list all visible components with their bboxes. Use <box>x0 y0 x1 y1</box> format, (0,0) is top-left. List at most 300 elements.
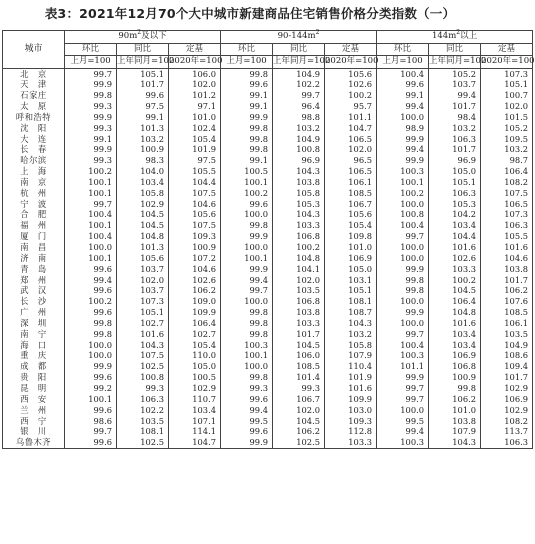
index-value: 107.5 <box>117 350 169 361</box>
index-value: 99.6 <box>221 394 273 405</box>
index-value: 107.5 <box>169 220 221 231</box>
index-value: 104.5 <box>429 285 481 296</box>
index-value: 105.4 <box>169 340 221 351</box>
header-row-ref <box>3 56 533 69</box>
index-value: 112.8 <box>325 426 377 437</box>
table-row <box>3 112 533 123</box>
index-value: 104.4 <box>169 177 221 188</box>
index-value: 99.7 <box>65 426 117 437</box>
index-value: 102.9 <box>169 383 221 394</box>
index-value: 103.7 <box>429 79 481 90</box>
index-value: 98.7 <box>481 155 533 166</box>
index-value: 106.1 <box>481 318 533 329</box>
index-value: 98.6 <box>65 416 117 427</box>
index-value: 96.4 <box>273 101 325 112</box>
table-header <box>3 31 533 69</box>
city-name: 成 都 <box>3 361 65 372</box>
city-name: 昆 明 <box>3 383 65 394</box>
index-value: 107.1 <box>169 416 221 427</box>
price-index-table <box>2 30 533 449</box>
index-value: 103.5 <box>481 329 533 340</box>
table-row <box>3 416 533 427</box>
index-value: 102.5 <box>117 437 169 448</box>
reference-header: 2020年=100 <box>481 56 535 66</box>
index-value: 100.1 <box>377 177 429 188</box>
index-value: 108.7 <box>325 307 377 318</box>
group-header-large: $144m^2$以上 <box>377 31 533 44</box>
index-value: 100.9 <box>117 144 169 155</box>
index-value: 99.8 <box>221 329 273 340</box>
index-value: 105.0 <box>429 166 481 177</box>
index-value: 99.4 <box>429 90 481 101</box>
index-value: 109.9 <box>325 394 377 405</box>
index-value: 104.1 <box>273 264 325 275</box>
index-value: 105.5 <box>169 166 221 177</box>
index-value: 100.1 <box>65 188 117 199</box>
index-value: 105.5 <box>481 231 533 242</box>
index-value: 99.9 <box>377 134 429 145</box>
index-value: 99.4 <box>377 101 429 112</box>
index-value: 100.0 <box>377 112 429 123</box>
index-value: 104.0 <box>117 166 169 177</box>
index-value: 100.0 <box>65 242 117 253</box>
city-name: 银 川 <box>3 426 65 437</box>
index-value: 99.3 <box>117 383 169 394</box>
city-name: 福 州 <box>3 220 65 231</box>
table-row <box>3 144 533 155</box>
index-value: 99.1 <box>221 90 273 101</box>
index-value: 99.8 <box>65 90 117 101</box>
city-name: 北 京 <box>3 68 65 79</box>
index-value: 105.8 <box>273 188 325 199</box>
index-value: 101.7 <box>481 275 533 286</box>
index-value: 98.4 <box>429 112 481 123</box>
reference-header: 上年同月=100 <box>273 56 331 66</box>
index-value: 105.6 <box>325 209 377 220</box>
index-value: 104.4 <box>429 231 481 242</box>
index-value: 100.0 <box>221 296 273 307</box>
index-value: 99.8 <box>221 220 273 231</box>
index-value: 100.1 <box>221 177 273 188</box>
city-name: 大 连 <box>3 134 65 145</box>
index-value: 102.7 <box>169 329 221 340</box>
index-value: 102.2 <box>273 79 325 90</box>
index-value: 100.0 <box>377 199 429 210</box>
index-value: 101.3 <box>117 242 169 253</box>
index-value: 100.1 <box>65 177 117 188</box>
city-name: 沈 阳 <box>3 123 65 134</box>
index-value: 100.0 <box>221 361 273 372</box>
index-value: 101.7 <box>117 79 169 90</box>
index-value: 106.9 <box>481 394 533 405</box>
index-value: 103.8 <box>429 416 481 427</box>
index-value: 99.9 <box>377 264 429 275</box>
index-value: 96.9 <box>429 155 481 166</box>
index-value: 100.1 <box>65 253 117 264</box>
group-header-small: $90m^2$及以下 <box>65 31 221 44</box>
index-value: 99.1 <box>221 101 273 112</box>
index-value: 104.7 <box>169 437 221 448</box>
city-name: 长 沙 <box>3 296 65 307</box>
index-value: 105.6 <box>117 253 169 264</box>
index-value: 98.9 <box>377 123 429 134</box>
reference-header: 上月=100 <box>65 56 117 69</box>
table-row <box>3 166 533 177</box>
index-value: 106.2 <box>481 285 533 296</box>
index-value: 100.2 <box>325 90 377 101</box>
index-value: 101.1 <box>377 361 429 372</box>
index-value: 97.5 <box>117 101 169 112</box>
index-value: 107.9 <box>325 350 377 361</box>
index-value: 105.1 <box>325 285 377 296</box>
index-value: 105.1 <box>481 79 533 90</box>
index-value: 107.3 <box>117 296 169 307</box>
index-value: 99.9 <box>377 307 429 318</box>
index-value: 99.9 <box>65 144 117 155</box>
index-value: 100.1 <box>65 220 117 231</box>
city-name: 乌鲁木齐 <box>3 437 65 448</box>
index-value: 102.5 <box>273 437 325 448</box>
index-value: 106.7 <box>273 394 325 405</box>
index-value: 102.9 <box>481 405 533 416</box>
index-value: 99.6 <box>65 264 117 275</box>
sub-header: 同比 <box>117 43 169 56</box>
index-value: 114.1 <box>169 426 221 437</box>
index-value: 107.2 <box>169 253 221 264</box>
index-value: 100.3 <box>377 437 429 448</box>
index-value: 102.0 <box>481 101 533 112</box>
city-name: 石家庄 <box>3 90 65 101</box>
index-value: 100.2 <box>429 275 481 286</box>
index-value: 101.7 <box>429 101 481 112</box>
index-value: 102.0 <box>117 275 169 286</box>
index-value: 107.5 <box>169 188 221 199</box>
index-value: 99.6 <box>65 307 117 318</box>
index-value: 100.0 <box>377 242 429 253</box>
city-name: 西 安 <box>3 394 65 405</box>
index-value: 100.3 <box>221 340 273 351</box>
index-value: 107.3 <box>481 209 533 220</box>
reference-header: 上月=100 <box>377 56 429 69</box>
table-row <box>3 361 533 372</box>
index-value: 103.4 <box>429 220 481 231</box>
index-value: 99.8 <box>221 307 273 318</box>
city-header: 城市 <box>3 31 65 69</box>
index-value: 105.4 <box>169 134 221 145</box>
index-value: 102.6 <box>429 253 481 264</box>
table-row <box>3 318 533 329</box>
index-value: 99.9 <box>65 79 117 90</box>
table-row <box>3 242 533 253</box>
index-value: 99.7 <box>65 68 117 79</box>
index-value: 99.9 <box>377 372 429 383</box>
index-value: 106.9 <box>429 350 481 361</box>
table-row <box>3 79 533 90</box>
table-row <box>3 209 533 220</box>
index-value: 101.6 <box>481 242 533 253</box>
sub-header: 同比 <box>273 43 325 56</box>
index-value: 107.3 <box>481 68 533 79</box>
index-value: 106.1 <box>325 177 377 188</box>
index-value: 100.0 <box>377 318 429 329</box>
index-value: 101.6 <box>429 318 481 329</box>
index-value: 99.8 <box>65 318 117 329</box>
table-row <box>3 90 533 101</box>
index-value: 101.0 <box>325 242 377 253</box>
table-row <box>3 134 533 145</box>
index-value: 104.5 <box>273 416 325 427</box>
index-value: 99.6 <box>65 437 117 448</box>
index-value: 104.7 <box>325 123 377 134</box>
index-value: 100.4 <box>65 209 117 220</box>
index-value: 106.8 <box>429 361 481 372</box>
city-name: 合 肥 <box>3 209 65 220</box>
index-value: 103.8 <box>481 264 533 275</box>
city-name: 上 海 <box>3 166 65 177</box>
index-value: 99.8 <box>221 318 273 329</box>
city-name: 太 原 <box>3 101 65 112</box>
index-value: 108.6 <box>481 350 533 361</box>
index-value: 99.3 <box>273 383 325 394</box>
index-value: 100.2 <box>65 166 117 177</box>
index-value: 99.9 <box>65 361 117 372</box>
table-row <box>3 350 533 361</box>
index-value: 101.6 <box>429 242 481 253</box>
index-value: 99.9 <box>377 155 429 166</box>
sub-header: 环比 <box>377 43 429 56</box>
index-value: 100.8 <box>273 144 325 155</box>
index-value: 101.1 <box>325 112 377 123</box>
index-value: 99.4 <box>65 275 117 286</box>
index-value: 103.8 <box>273 307 325 318</box>
index-value: 104.3 <box>273 209 325 220</box>
index-value: 101.6 <box>325 383 377 394</box>
table-row <box>3 253 533 264</box>
table-row <box>3 340 533 351</box>
index-value: 101.7 <box>429 144 481 155</box>
index-value: 101.4 <box>273 372 325 383</box>
index-value: 100.0 <box>65 350 117 361</box>
index-value: 109.3 <box>169 231 221 242</box>
index-value: 104.3 <box>273 166 325 177</box>
reference-header: 上年同月=100 <box>117 56 175 66</box>
index-value: 99.2 <box>65 383 117 394</box>
index-value: 99.8 <box>377 285 429 296</box>
index-value: 106.3 <box>481 437 533 448</box>
index-value: 100.4 <box>65 231 117 242</box>
index-value: 100.0 <box>221 242 273 253</box>
index-value: 105.0 <box>169 361 221 372</box>
index-value: 107.9 <box>429 426 481 437</box>
index-value: 105.6 <box>169 209 221 220</box>
index-value: 104.6 <box>169 264 221 275</box>
index-value: 103.2 <box>481 144 533 155</box>
table-row <box>3 426 533 437</box>
index-value: 103.2 <box>117 134 169 145</box>
index-value: 104.9 <box>481 340 533 351</box>
index-value: 100.5 <box>221 166 273 177</box>
index-value: 95.7 <box>325 101 377 112</box>
index-value: 100.4 <box>377 220 429 231</box>
city-name: 郑 州 <box>3 275 65 286</box>
index-value: 106.2 <box>169 285 221 296</box>
index-value: 103.4 <box>429 329 481 340</box>
index-value: 110.0 <box>169 350 221 361</box>
index-value: 99.1 <box>65 134 117 145</box>
index-value: 102.0 <box>325 144 377 155</box>
index-value: 99.9 <box>221 112 273 123</box>
city-name: 广 州 <box>3 307 65 318</box>
index-value: 99.6 <box>65 405 117 416</box>
index-value: 100.8 <box>117 372 169 383</box>
index-value: 102.0 <box>273 275 325 286</box>
index-value: 105.1 <box>117 307 169 318</box>
table-row <box>3 275 533 286</box>
header-row-sub <box>3 43 533 56</box>
index-value: 102.6 <box>169 275 221 286</box>
index-value: 99.8 <box>429 383 481 394</box>
index-value: 104.8 <box>117 231 169 242</box>
index-value: 102.0 <box>273 405 325 416</box>
index-value: 99.6 <box>65 285 117 296</box>
index-value: 104.6 <box>169 199 221 210</box>
index-value: 101.0 <box>429 405 481 416</box>
index-value: 106.5 <box>325 166 377 177</box>
reference-header: 上月=100 <box>221 56 273 69</box>
index-value: 105.3 <box>273 199 325 210</box>
index-value: 99.9 <box>221 264 273 275</box>
index-value: 104.6 <box>481 253 533 264</box>
table-row <box>3 264 533 275</box>
table-row <box>3 296 533 307</box>
index-value: 99.6 <box>117 90 169 101</box>
city-name: 西 宁 <box>3 416 65 427</box>
city-name: 长 春 <box>3 144 65 155</box>
header-row-groups <box>3 31 533 44</box>
table-row <box>3 231 533 242</box>
index-value: 101.0 <box>169 112 221 123</box>
reference-header: 2020年=100 <box>169 56 223 66</box>
index-value: 109.4 <box>481 361 533 372</box>
index-value: 109.8 <box>325 231 377 242</box>
index-value: 110.7 <box>169 394 221 405</box>
index-value: 104.2 <box>429 209 481 220</box>
index-value: 99.7 <box>377 329 429 340</box>
table-row <box>3 394 533 405</box>
index-value: 105.2 <box>481 123 533 134</box>
index-value: 97.1 <box>169 101 221 112</box>
index-value: 103.2 <box>429 123 481 134</box>
index-value: 103.3 <box>429 264 481 275</box>
index-value: 101.9 <box>325 372 377 383</box>
index-value: 100.9 <box>169 242 221 253</box>
index-value: 107.6 <box>481 296 533 307</box>
index-value: 99.9 <box>65 112 117 123</box>
index-value: 106.5 <box>481 199 533 210</box>
index-value: 100.0 <box>377 296 429 307</box>
index-value: 106.3 <box>481 220 533 231</box>
table-row <box>3 177 533 188</box>
index-value: 100.5 <box>169 372 221 383</box>
index-value: 100.0 <box>65 340 117 351</box>
index-value: 99.3 <box>65 155 117 166</box>
index-value: 101.5 <box>481 112 533 123</box>
index-value: 101.7 <box>481 372 533 383</box>
city-name: 厦 门 <box>3 231 65 242</box>
index-value: 98.8 <box>273 112 325 123</box>
table-row <box>3 101 533 112</box>
index-value: 104.8 <box>273 253 325 264</box>
index-value: 106.7 <box>325 199 377 210</box>
index-value: 96.5 <box>325 155 377 166</box>
index-value: 102.9 <box>117 199 169 210</box>
index-value: 103.7 <box>117 264 169 275</box>
index-value: 103.1 <box>325 275 377 286</box>
city-name: 武 汉 <box>3 285 65 296</box>
index-value: 101.2 <box>169 90 221 101</box>
index-value: 99.1 <box>377 90 429 101</box>
city-name: 兰 州 <box>3 405 65 416</box>
index-value: 104.5 <box>117 209 169 220</box>
table-row <box>3 123 533 134</box>
index-value: 98.3 <box>117 155 169 166</box>
city-name: 南 宁 <box>3 329 65 340</box>
index-value: 103.0 <box>325 405 377 416</box>
index-value: 104.3 <box>117 340 169 351</box>
index-value: 99.3 <box>65 123 117 134</box>
index-value: 99.8 <box>221 372 273 383</box>
index-value: 99.6 <box>65 372 117 383</box>
index-value: 103.4 <box>117 177 169 188</box>
city-name: 杭 州 <box>3 188 65 199</box>
sub-header: 定基 <box>325 43 377 56</box>
index-value: 108.1 <box>325 296 377 307</box>
index-value: 113.7 <box>481 426 533 437</box>
index-value: 99.1 <box>117 112 169 123</box>
index-value: 99.3 <box>65 101 117 112</box>
index-value: 99.9 <box>221 231 273 242</box>
table-body <box>3 68 533 449</box>
city-name: 天 津 <box>3 79 65 90</box>
city-name: 深 圳 <box>3 318 65 329</box>
index-value: 104.9 <box>273 134 325 145</box>
index-value: 99.7 <box>377 383 429 394</box>
index-value: 100.1 <box>65 394 117 405</box>
index-value: 99.8 <box>221 68 273 79</box>
index-value: 105.8 <box>325 340 377 351</box>
index-value: 108.2 <box>481 416 533 427</box>
table-row <box>3 405 533 416</box>
index-value: 108.5 <box>273 361 325 372</box>
index-value: 105.2 <box>429 68 481 79</box>
table-row <box>3 329 533 340</box>
index-value: 109.9 <box>169 307 221 318</box>
index-value: 106.4 <box>481 166 533 177</box>
city-name: 贵 阳 <box>3 372 65 383</box>
index-value: 108.5 <box>325 188 377 199</box>
index-value: 99.8 <box>65 329 117 340</box>
index-value: 106.5 <box>325 134 377 145</box>
index-value: 106.0 <box>169 68 221 79</box>
table-row <box>3 155 533 166</box>
index-value: 101.3 <box>117 123 169 134</box>
index-value: 104.3 <box>325 318 377 329</box>
index-value: 106.0 <box>273 350 325 361</box>
index-value: 108.5 <box>481 307 533 318</box>
city-name: 南 京 <box>3 177 65 188</box>
city-name: 哈尔滨 <box>3 155 65 166</box>
index-value: 99.7 <box>65 199 117 210</box>
